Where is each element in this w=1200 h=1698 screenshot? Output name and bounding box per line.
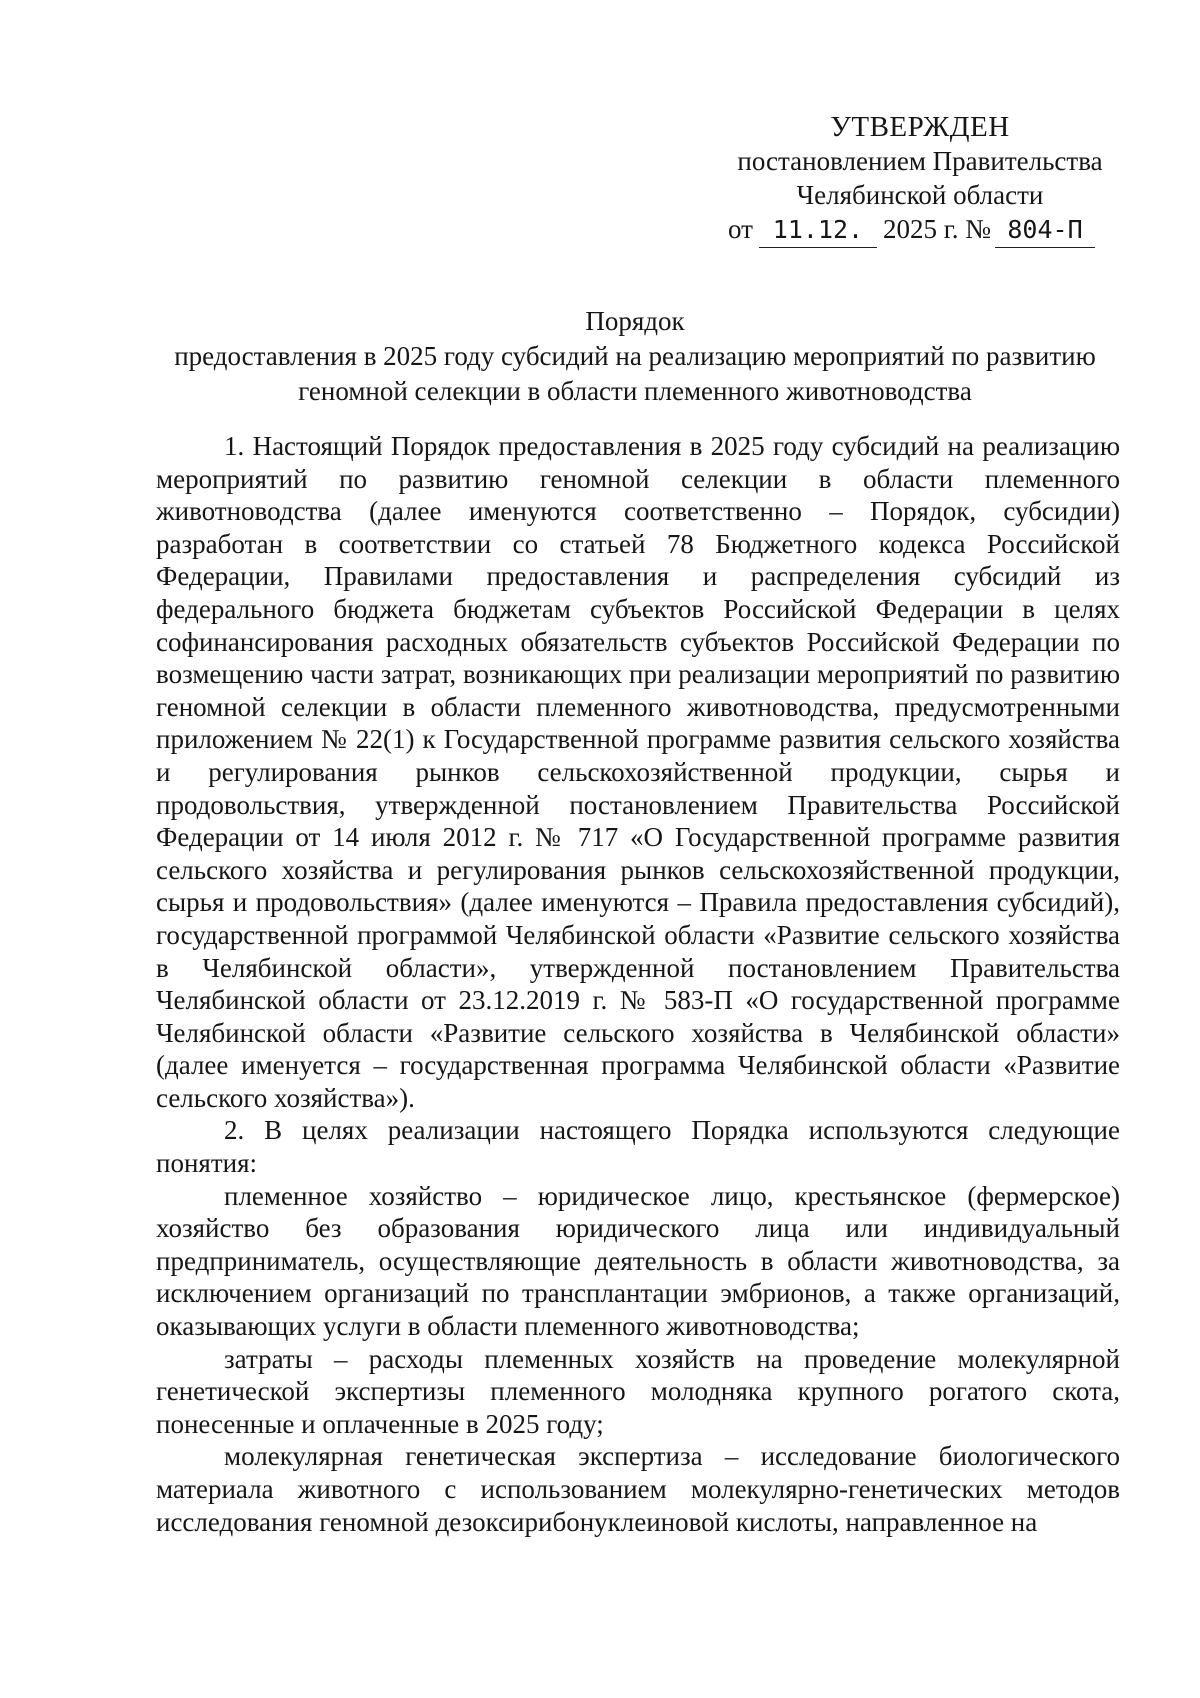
paragraph: затраты – расходы племенных хозяйств на проведение молекулярной генетической экспертизы племенного молодняка крупного рогатого скота, понесенные и оплаченные в 2025 году; xyxy=(156,1343,1120,1439)
paragraph: молекулярная генетическая экспертиза – исследование биологического материала животного с использованием молекулярно-генетических методов исследования геномной дезоксирибонуклеиновой кислоты, направленное на xyxy=(156,1441,1120,1537)
approval-date-line xyxy=(728,212,1120,248)
handwritten-date: 11.12. xyxy=(759,213,877,248)
document-body xyxy=(156,430,1120,1538)
date-prefix: от xyxy=(728,214,753,244)
title-line-3: геномной селекции в области племенного животноводства xyxy=(298,376,972,406)
title-line-2: предоставления в 2025 году субсидий на реализацию мероприятий по развитию xyxy=(174,341,1096,371)
paragraph: племенное хозяйство – юридическое лицо, крестьянское (фермерское) хозяйство без образования юридического лица или индивидуальный предприниматель, осуществляющие деятельность в области животноводства, за исключением организаций по трансплантации эмбрионов, а также организаций, оказывающих услуги в области племенного животноводства; xyxy=(156,1180,1120,1342)
approval-line-1: постановлением Правительства xyxy=(737,146,1103,176)
handwritten-number: 804-П xyxy=(995,213,1095,248)
approval-heading: УТВЕРЖДЕН xyxy=(830,111,1010,143)
paragraph: 1. Настоящий Порядок предоставления в 2025 году субсидий на реализацию мероприятий по развитию геномной селекции в области племенного животноводства (далее именуются соответственно – Порядок, субсидии) разработан в соответствии со статьей 78 Бюджетного кодекса Российской Федерации, Правилами предоставления и распределения субсидий из федерального бюджета бюджетам субъектов Российской Федерации в целях софинансирования расходных обязательств субъектов Российской Федерации по возмещению части затрат, возникающих при реализации мероприятий по развитию геномной селекции в области племенного животноводства, предусмотренными приложением № 22(1) к Государственной программе развития сельского хозяйства и регулирования рынков сельскохозяйственной продукции, сырья и продовольствия, утвержденной постановлением Правительства Российской Федерации от 14 июля 2012 г. № 717 «О Государственной программе развития сельского хозяйства и регулирования рынков сельскохозяйственной продукции, сырья и продовольствия» (далее именуются – Правила предоставления субсидий), государственной программой Челябинской области «Развитие сельского хозяйства в Челябинской области», утвержденной постановлением Правительства Челябинской области от 23.12.2019 г. № 583-П «О государственной программе Челябинской области «Развитие сельского хозяйства в Челябинской области» (далее именуется – государственная программа Челябинской области «Развитие сельского хозяйства»). xyxy=(156,431,1120,1113)
date-year: 2025 г. № xyxy=(882,214,991,244)
title-line-1: Порядок xyxy=(585,306,685,336)
approval-line-2: Челябинской области xyxy=(796,180,1044,210)
paragraph: 2. В целях реализации настоящего Порядка используются следующие понятия: xyxy=(156,1115,1120,1179)
document-title xyxy=(150,304,1120,409)
approval-stamp xyxy=(720,110,1120,248)
